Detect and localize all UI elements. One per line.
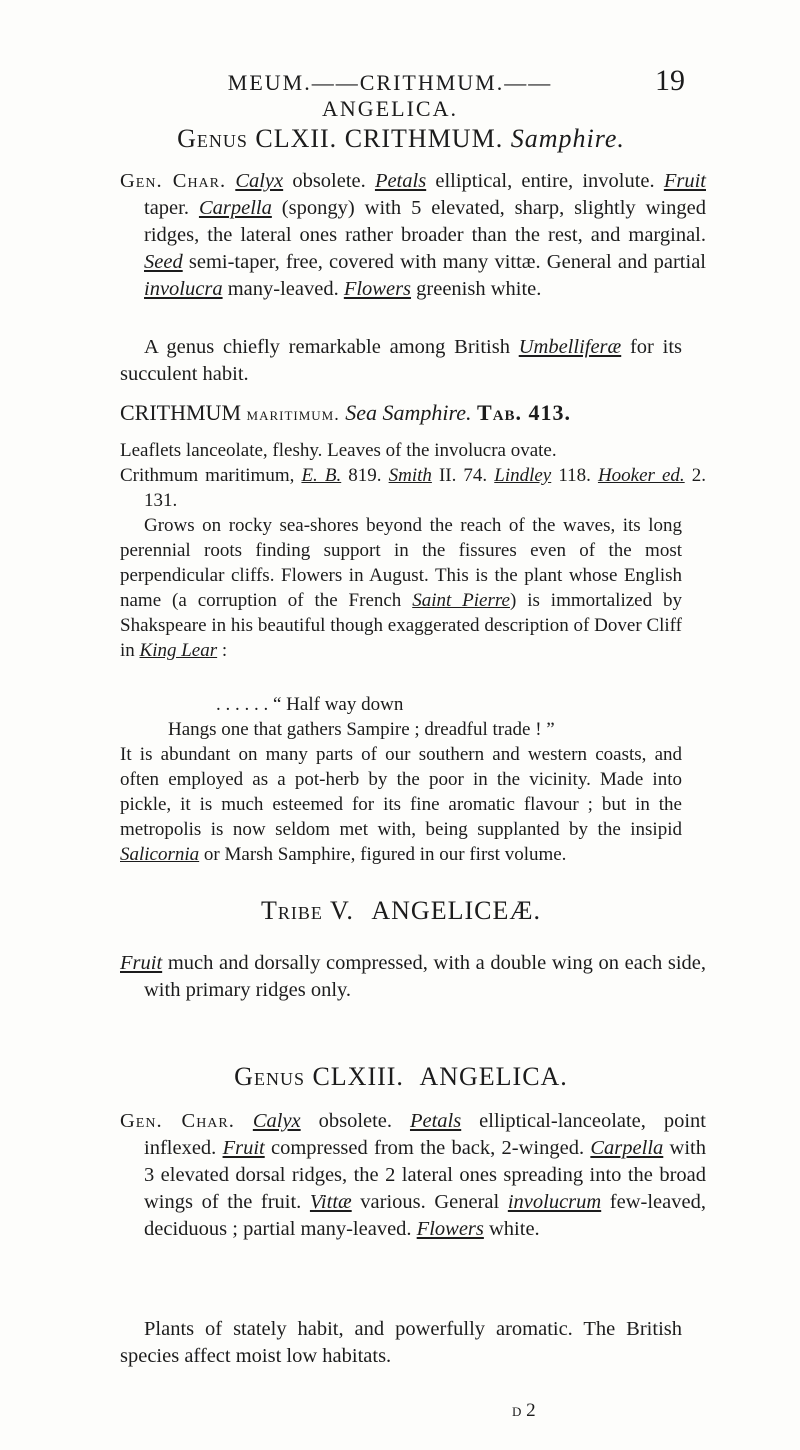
text-run: ) is immortalized by Shakspeare in his beautiful though exaggerated description of Dover Cliff in <box>120 590 682 661</box>
species-genus: CRITHMUM <box>120 400 242 425</box>
text-run: many-leaved. <box>222 278 344 300</box>
genus-prefix: Genus <box>234 1062 305 1091</box>
text-run: It is abundant on many parts of our southern and western coasts, and often employed as a pot-herb by the poor in the vicinity. Made into pickle, it is much esteemed for its fine aromatic flavour ; but in the metropolis is now seldom met with, being supplanted by the insipid <box>120 744 682 840</box>
text-run <box>235 1110 253 1132</box>
emphasized-term: Lindley <box>494 465 552 486</box>
emphasized-term: Petals <box>374 170 427 192</box>
text-run: much and dorsally compressed, with a double wing on each side, with primary ridges only. <box>144 952 706 1001</box>
text-run: Grows on rocky sea-shores beyond the reach of the waves, its long perennial roots finding support in the fissures even of the most perpendicular cliffs. Flowers in August. This is the plant whose English name (a corruption of the French <box>120 515 682 611</box>
running-head: MEUM.——CRITHMUM.——ANGELICA. <box>227 70 553 121</box>
tribe-number: V. <box>329 896 354 925</box>
text-run: various. General <box>351 1191 508 1213</box>
emphasized-term: Calyx <box>235 170 284 192</box>
emphasized-term: Umbelliferæ <box>518 336 622 358</box>
text-run: greenish white. <box>411 278 542 300</box>
emphasized-term: Salicornia <box>120 844 200 865</box>
species-description <box>120 513 682 663</box>
emphasized-term: Flowers <box>343 278 412 300</box>
text-run: few-leaved, deciduous ; partial many-leaved. <box>144 1191 706 1240</box>
emphasized-term: Seed <box>144 251 183 273</box>
text-run: : <box>217 640 228 661</box>
text-run: taper. <box>144 197 199 219</box>
genus-name: CRITHMUM. <box>344 124 504 153</box>
text-run: (spongy) with 5 elevated, sharp, slightly winged ridges, the lateral ones rather broader than the rest, and marginal. <box>144 197 706 246</box>
emphasized-term: Hooker ed. <box>597 465 685 486</box>
emphasized-term: Calyx <box>252 1110 301 1132</box>
genus-common-name: Samphire. <box>510 124 625 153</box>
tribe-character <box>120 950 706 1004</box>
text-run <box>226 170 235 192</box>
emphasized-term: Saint Pierre <box>412 590 510 611</box>
emphasized-term: Vittæ <box>309 1191 352 1213</box>
genus-number: CLXIII. <box>312 1062 404 1091</box>
emphasized-term: Petals <box>409 1110 462 1132</box>
quote-line-2: Hangs one that gathers Sampire ; dreadful trade ! ” <box>168 719 555 740</box>
text-run: 2. 131. <box>144 465 706 511</box>
emphasized-term: Fruit <box>663 170 706 192</box>
text-run: elliptical-lanceolate, point inflexed. <box>144 1110 706 1159</box>
text-run: 819. <box>341 465 389 486</box>
page-number: 19 <box>655 64 685 97</box>
text-run: 118. <box>551 465 598 486</box>
shakespeare-quote <box>120 692 730 742</box>
tribe-name: ANGELICEÆ. <box>371 896 541 925</box>
tribe-heading <box>120 896 682 926</box>
text-run: A genus chiefly remarkable among British <box>144 336 519 358</box>
text-run: II. 74. <box>431 465 495 486</box>
emphasized-term: Fruit <box>120 952 163 974</box>
emphasized-term: King Lear <box>139 640 218 661</box>
text-run: white. <box>483 1218 540 1240</box>
genus-character-angelica <box>120 1108 706 1243</box>
gen-char-label: Gen. Char. <box>120 170 227 192</box>
genus-remark-angelica: Plants of stately habit, and powerfully aromatic. The British species affect moist low habitats. <box>120 1318 682 1367</box>
genus-remark-crithmum <box>120 334 682 388</box>
text-run: obsolete. <box>300 1110 410 1132</box>
emphasized-term: involucrum <box>507 1191 602 1213</box>
species-heading <box>120 400 682 426</box>
gen-char-label: Gen. Char. <box>120 1110 235 1132</box>
species-diagnosis: Leaflets lanceolate, fleshy. Leaves of the involucra ovate. <box>120 440 557 461</box>
emphasized-term: Flowers <box>416 1218 484 1240</box>
plate-reference: Tab. 413. <box>477 400 572 425</box>
emphasized-term: Smith <box>388 465 432 486</box>
text-run: for its succulent habit. <box>120 336 682 385</box>
genus-number: CLXII. <box>255 124 338 153</box>
species-synonymy <box>120 463 706 513</box>
genus-character-crithmum <box>120 168 706 303</box>
emphasized-term: Fruit <box>222 1137 265 1159</box>
species-closing <box>120 742 682 867</box>
genus-name: ANGELICA. <box>419 1062 568 1091</box>
text-run: elliptical, entire, involute. <box>426 170 664 192</box>
genus-prefix: Genus <box>177 124 248 153</box>
text-run: with 3 elevated dorsal ridges, the 2 lateral ones spreading into the broad wings of the fruit. <box>144 1137 706 1213</box>
signature-mark: d 2 <box>512 1400 536 1421</box>
text-run: Crithmum maritimum, <box>120 465 302 486</box>
text-run: or Marsh Samphire, figured in our first volume. <box>199 844 567 865</box>
text-run: obsolete. <box>283 170 375 192</box>
genus-heading-angelica <box>120 1062 682 1092</box>
text-run: semi-taper, free, covered with many vittæ. General and partial <box>182 251 706 273</box>
emphasized-term: Carpella <box>198 197 272 219</box>
species-epithet: maritimum. <box>246 404 340 424</box>
genus-heading-crithmum <box>120 124 682 154</box>
species-common-name: Sea Samphire. <box>345 400 472 425</box>
tribe-prefix: Tribe <box>261 896 323 925</box>
text-run: compressed from the back, 2-winged. <box>264 1137 591 1159</box>
emphasized-term: involucra <box>144 278 223 300</box>
gen-char-text <box>144 170 706 300</box>
emphasized-term: E. B. <box>301 465 342 486</box>
emphasized-term: Carpella <box>590 1137 664 1159</box>
quote-line-1: . . . . . . “ Half way down <box>216 694 404 715</box>
